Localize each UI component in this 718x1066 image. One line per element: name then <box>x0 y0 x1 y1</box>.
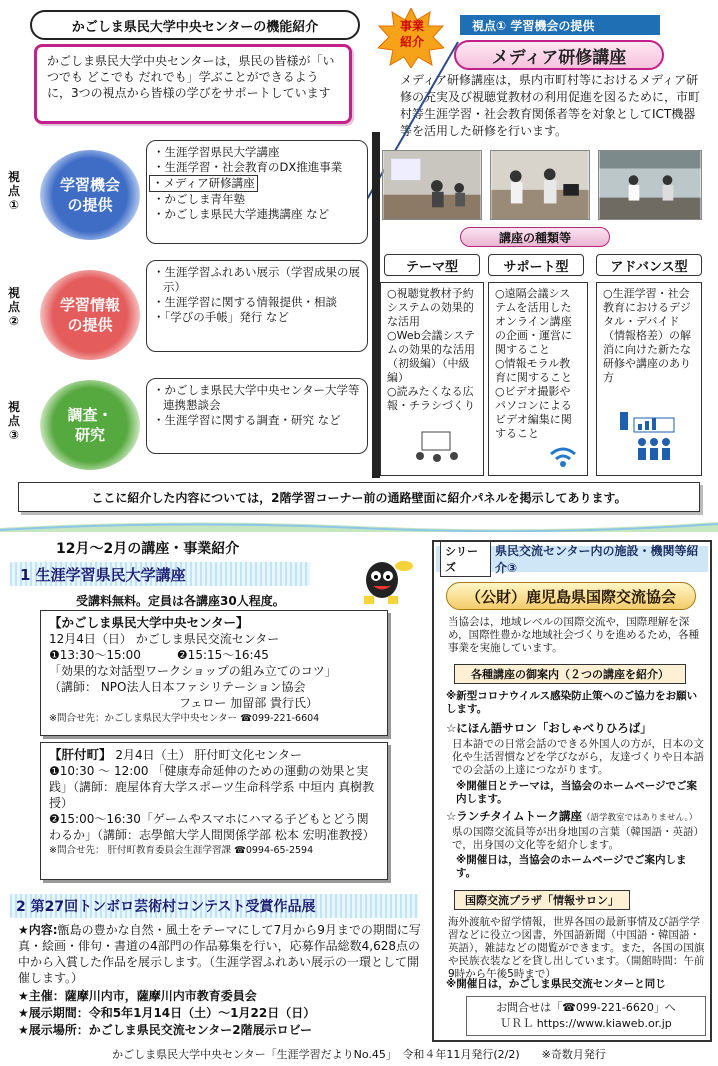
section-divider <box>0 518 718 532</box>
list-item: ・かごしま青年塾 <box>153 192 245 206</box>
list-item: ・かごしま県民大学中央センター大学等連携懇談会 <box>153 383 360 412</box>
plaza-note: ※開催日は，かごしま県民交流センターと同じ <box>446 978 666 990</box>
list-item: ・生涯学習ふれあい展示（学習成果の展示） <box>153 265 360 294</box>
section1-title: 1 生涯学習県民大学講座 <box>10 562 310 586</box>
burst-label: 事業 紹介 <box>399 19 424 49</box>
contact-url[interactable]: ＵＲＬ https://www.kiaweb.or.jp <box>500 1017 672 1030</box>
media-course-description: メディア研修講座は，県内市町村等におけるメディア研修の充実及び視聴覚教材の利用促進を図るために，市町村等生涯学習・社会教育関係者等を対象としてICT機器等を活用した研修を行います。 <box>400 73 701 138</box>
type-heading-advance: アドバンス型 <box>596 254 702 276</box>
plaza-subheading: 国際交流プラザ「情報サロン」 <box>454 890 630 910</box>
list-item-highlighted: ・メディア研修講座 <box>153 175 361 192</box>
wifi-icon <box>548 444 578 468</box>
list-item: ・かごしま県民大学連携講座 など <box>153 207 330 221</box>
courses-subheading: 各種講座の御案内（２つの講座を紹介） <box>454 664 686 684</box>
lectures-header: 12月～2月の講座・事業紹介 <box>56 541 240 557</box>
list-item: ・生涯学習に関する調査・研究 など <box>153 413 341 427</box>
salon-description: 日本語での日常会話のできる外国人の方が，日本の文化や生活習慣などを学びながら，友達づくりや日本語での会話の上達につながります。 <box>452 738 704 776</box>
list-item: ・生涯学習・社会教育のDX推進事業 <box>153 160 343 174</box>
lunch-note: ※開催日は，当協会のホームページでご案内します。 <box>456 854 687 879</box>
people-chart-icon <box>620 404 680 462</box>
event-box-center <box>40 610 388 736</box>
page-title: かごしま県民大学中央センターの機能紹介 <box>30 10 360 40</box>
contact-box <box>466 996 706 1036</box>
page-footer: かごしま県民大学中央センター「生涯学習だよりNo.45」 令和４年11月発行(2/2) ※奇数月発行 <box>112 1048 606 1061</box>
event-time: ❶13:30～15:00 ❷15:15～16:45 <box>49 648 269 662</box>
dragonfly-mascot-icon <box>354 552 414 608</box>
salon-note: ※開催日とテーマは，当協会のホームページでご案内します。 <box>456 780 697 805</box>
section2-title: 2 第27回トンボロ芸術村コンテスト受賞作品展 <box>10 894 418 918</box>
training-photo-3 <box>598 150 702 220</box>
viewpoint-circle-2: 学習情報 の提供 <box>40 270 140 360</box>
event-item-1: ❶10:30 ～ 12:00 「健康寿命延伸のための運動の効果と実践」（講師：鹿屋体育大学スポーツ生命科学系 中垣内 真樹教授） <box>49 764 375 810</box>
viewpoint-list-1 <box>146 140 368 244</box>
lunch-title: ☆ランチタイムトーク講座（語学教室ではありません。） <box>446 809 698 823</box>
contest-content: ★内容:甑島の豊かな自然・風土をテーマにして7月から9月までの期間に写真・絵画・俳句・書道の4部門の作品募集を行い，応募作品総数4,628点の中から入賞した作品を展示します。（生涯学習ふれあい展示の一環として開催します。） <box>18 923 421 985</box>
contest-place: ★展示場所：かごしま県民交流センター2階展示ロビー <box>18 1023 313 1037</box>
training-photo-2 <box>490 150 590 220</box>
course-kinds-title: 講座の種類等 <box>460 227 610 247</box>
media-course-title: メディア研修講座 <box>454 40 664 70</box>
intro-text: かごしま県民大学中央センターは，県民の皆様が「いつでも どこでも だれでも」学ぶことができるように，3つの視点から皆様の学びをサポートしています <box>34 44 352 124</box>
event-lecturer: （講師： NPO法人日本ファシリテーション協会 <box>49 680 306 694</box>
list-item: ・生涯学習に関する情報提供・相談 <box>153 295 337 309</box>
viewpoint-header: 視点① 学習機会の提供 <box>460 15 660 35</box>
event-contact: ※問合せ先： 肝付町教育委員会生涯学習課 ☎0994-65-2594 <box>49 845 314 856</box>
viewpoint-label-1: 視 点 ① <box>7 170 20 212</box>
viewpoint-label-3: 視 点 ③ <box>7 400 20 442</box>
panel-notice: ここに紹介した内容については，2階学習コーナー前の通路壁面に紹介パネルを掲示してあります。 <box>18 482 700 512</box>
event-date: 12月4日（日） かごしま県民交流センター <box>49 632 280 646</box>
viewpoint-list-3 <box>146 378 368 454</box>
series-bar <box>436 544 708 575</box>
event-contact: ※問合せ先：かごしま県民大学中央センター ☎099-221-6604 <box>49 713 320 724</box>
vertical-divider <box>372 132 380 478</box>
salon-title: ☆にほん語サロン「おしゃべりひろば」 <box>446 721 652 735</box>
series-tag: シリーズ <box>440 541 491 577</box>
org-title: （公財）鹿児島県国際交流協会 <box>446 582 696 610</box>
list-item: ・「学びの手帳」発行 など <box>153 310 289 324</box>
org-description: 当協会は，地域レベルの国際交流や，国際理解を深め，国際性豊かな地域社会づくりを進めるため，各種事業を実施しています。 <box>448 616 700 654</box>
training-photo-1 <box>382 150 482 220</box>
series-title: 県民交流センター内の施設・機関等紹介③ <box>495 544 699 575</box>
viewpoint-circle-3: 調査・ 研究 <box>40 380 140 470</box>
contest-period: ★展示期間：令和5年1月14日（土）～1月22日（日） <box>18 1006 316 1020</box>
type-desc-support: ○遠隔会議システムを活用したオンライン講座の企画・運営に関すること ○情報モラル教育に関すること ○ビデオ撮影やパソコンによるビデオ編集に関すること <box>488 282 588 476</box>
type-heading-theme: テーマ型 <box>384 254 480 276</box>
event-heading: 【肝付町】 <box>49 747 112 762</box>
viewpoint-list-2 <box>146 260 368 352</box>
type-desc-advance: ○生涯学習・社会教育におけるデジタル・デバイド（情報格差）の解消に向けた新たな研修や講座のあり方 <box>596 282 702 476</box>
lunch-description: 県の国際交流員等が出身地国の言葉（韓国語・英語）で，出身国の文化等を紹介します。 <box>452 826 704 851</box>
covid-note: ※新型コロナウイルス感染防止策へのご協力をお願いします。 <box>446 690 698 715</box>
type-heading-support: サポート型 <box>488 254 584 276</box>
contest-host: ★主催：薩摩川内市，薩摩川内市教育委員会 <box>18 989 257 1003</box>
event-item-2: ❷15:00～16:30「ゲームやスマホにハマる子どもとどう関わるか」（講師：志學館大学人間関係学部 松本 宏明准教授） <box>49 812 375 842</box>
event-date: 2月4日（土） 肝付町文化センター <box>115 748 302 762</box>
event-heading: 【かごしま県民大学中央センター】 <box>49 615 249 630</box>
event-title: 「効果的な対話型ワークショップの組み立てのコツ」 <box>49 664 337 678</box>
list-item: ・生涯学習県民大学講座 <box>153 145 280 159</box>
viewpoint-label-2: 視 点 ② <box>7 286 20 328</box>
event-lecturer-name: フェロー 加留部 貴行氏） <box>179 696 319 710</box>
event-box-kimotsuki <box>40 742 388 880</box>
presentation-icon <box>412 428 462 468</box>
contact-phone: お問合せは「☎099-221-6620」へ <box>496 1001 676 1014</box>
type-desc-theme: ○視聴覚教材予約システムの効果的な活用 ○Web会議システムの効果的な活用（初級編）（中級編） ○読みたくなる広報・チラシづくり <box>380 282 484 476</box>
plaza-description: 海外渡航や留学情報，世界各国の最新事情及び語学学習などに役立つ図書，外国語新聞（中国語・韓国語・英語），雑誌などの閲覧ができます。また，各国の国旗や民族衣装などを貸し出しています。（開館時間：午前9時から午後5時まで） <box>448 916 705 980</box>
fee-note: 受講料無料。定員は各講座30人程度。 <box>76 594 285 608</box>
viewpoint-circle-1: 学習機会 の提供 <box>40 150 140 240</box>
